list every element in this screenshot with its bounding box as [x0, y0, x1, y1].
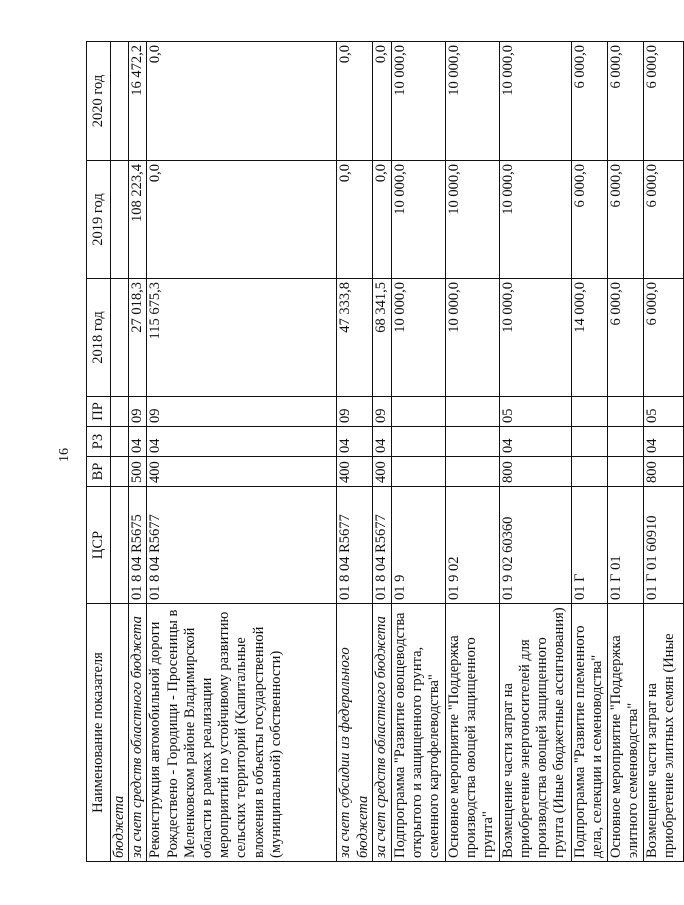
row-csr: 01 Г 01: [607, 487, 643, 604]
rotated-table-wrapper: [86, 42, 677, 862]
row-rz: [445, 427, 499, 457]
row-2019: 0,0: [147, 161, 337, 279]
row-2019: 108 223,4: [129, 161, 147, 279]
row-pr: 09: [147, 397, 337, 427]
header-csr: ЦСР: [87, 487, 111, 604]
header-2020: 2020 год: [87, 42, 111, 161]
row-2019: 6 000,0: [607, 161, 643, 279]
row-name: бюджета: [111, 604, 129, 862]
row-name: за счет средств областного бюджета: [129, 604, 147, 862]
row-2018: 47 333,8: [337, 279, 373, 397]
row-csr: 01 Г: [571, 487, 607, 604]
page-number: 16: [57, 448, 72, 462]
row-vr: [571, 457, 607, 487]
table-row: [129, 42, 147, 862]
row-vr: 800: [643, 457, 683, 487]
row-pr: [111, 397, 129, 427]
row-2020: 16 472,2: [129, 42, 147, 161]
header-pr: ПР: [87, 397, 111, 427]
header-name: Наименование показателя: [87, 604, 111, 862]
row-2019: 0,0: [337, 161, 373, 279]
row-rz: 04: [373, 427, 391, 457]
header-row: [87, 42, 111, 862]
row-name: Подпрограмма "Развитие племенного дела, селекции и семеноводства": [571, 604, 607, 862]
row-2018: 68 341,5: [373, 279, 391, 397]
row-pr: [571, 397, 607, 427]
table-body: [111, 42, 684, 862]
row-2018: 14 000,0: [571, 279, 607, 397]
row-2018: 10 000,0: [499, 279, 571, 397]
row-pr: 09: [337, 397, 373, 427]
row-rz: 04: [129, 427, 147, 457]
row-name: Реконструкция автомобильной дороги Рождествено - Городищи - Просеницы в Меленковском районе Владимирской области в рамках реализации мероприятий по устойчивому развитию сельских территорий (Капитальные вложения в объекты государственной (муниципальной) собственности): [147, 604, 337, 862]
row-vr: 400: [337, 457, 373, 487]
row-vr: [111, 457, 129, 487]
row-pr: 05: [643, 397, 683, 427]
row-2019: [111, 161, 129, 279]
row-csr: 01 9 02 60360: [499, 487, 571, 604]
table-row: [147, 42, 337, 862]
row-vr: [445, 457, 499, 487]
row-2020: 0,0: [337, 42, 373, 161]
row-rz: 04: [643, 427, 683, 457]
row-2019: 10 000,0: [445, 161, 499, 279]
table-row: [499, 42, 571, 862]
row-2020: [111, 42, 129, 161]
table-row: [111, 42, 129, 862]
row-pr: [607, 397, 643, 427]
row-vr: 500: [129, 457, 147, 487]
row-2018: 27 018,3: [129, 279, 147, 397]
row-pr: [391, 397, 445, 427]
row-csr: 01 Г 01 60910: [643, 487, 683, 604]
row-2018: 6 000,0: [643, 279, 683, 397]
row-csr: 01 8 04 R5675: [129, 487, 147, 604]
row-2018: 10 000,0: [391, 279, 445, 397]
row-2018: 10 000,0: [445, 279, 499, 397]
row-rz: 04: [499, 427, 571, 457]
row-csr: 01 8 04 R5677: [147, 487, 337, 604]
table-row: [445, 42, 499, 862]
row-name: Возмещение части затрат на приобретение элитных семян (Иные: [643, 604, 683, 862]
row-csr: 01 9 02: [445, 487, 499, 604]
header-2018: 2018 год: [87, 279, 111, 397]
row-2019: 0,0: [373, 161, 391, 279]
row-pr: 09: [373, 397, 391, 427]
row-vr: 400: [373, 457, 391, 487]
table-row: [643, 42, 683, 862]
row-2020: 6 000,0: [571, 42, 607, 161]
row-2020: 6 000,0: [643, 42, 683, 161]
header-rz: РЗ: [87, 427, 111, 457]
row-csr: 01 8 04 R5677: [337, 487, 373, 604]
row-2018: [111, 279, 129, 397]
row-csr: [111, 487, 129, 604]
row-name: Основное мероприятие "Поддержка производства овощей защищенного грунта": [445, 604, 499, 862]
row-vr: [391, 457, 445, 487]
row-name: Подпрограмма "Развитие овощеводства открытого и защищенного грунта, семенного картофелеводства": [391, 604, 445, 862]
row-2019: 6 000,0: [643, 161, 683, 279]
row-2020: 6 000,0: [607, 42, 643, 161]
row-2018: 6 000,0: [607, 279, 643, 397]
row-pr: 09: [129, 397, 147, 427]
row-name: за счет субсидии из федерального бюджета: [337, 604, 373, 862]
table-row: [571, 42, 607, 862]
row-2020: 10 000,0: [391, 42, 445, 161]
row-2020: 0,0: [147, 42, 337, 161]
row-rz: [607, 427, 643, 457]
budget-table: [86, 41, 684, 862]
row-rz: 04: [337, 427, 373, 457]
row-2020: 10 000,0: [445, 42, 499, 161]
row-2018: 115 675,3: [147, 279, 337, 397]
row-rz: 04: [147, 427, 337, 457]
row-pr: [445, 397, 499, 427]
row-2019: 10 000,0: [391, 161, 445, 279]
row-2020: 0,0: [373, 42, 391, 161]
row-pr: 05: [499, 397, 571, 427]
row-csr: 01 9: [391, 487, 445, 604]
row-csr: 01 8 04 R5677: [373, 487, 391, 604]
row-2019: 10 000,0: [499, 161, 571, 279]
row-vr: 400: [147, 457, 337, 487]
header-vr: ВР: [87, 457, 111, 487]
table-row: [373, 42, 391, 862]
table-row: [607, 42, 643, 862]
row-2020: 10 000,0: [499, 42, 571, 161]
row-name: Возмещение части затрат на приобретение энергоносителей для производства овощей защищенного грунта (Иные бюджетные ассигнования): [499, 604, 571, 862]
row-name: за счет средств областного бюджета: [373, 604, 391, 862]
table-row: [337, 42, 373, 862]
row-rz: [571, 427, 607, 457]
row-name: Основное мероприятие "Поддержка элитного семеноводства": [607, 604, 643, 862]
row-rz: [111, 427, 129, 457]
row-vr: 800: [499, 457, 571, 487]
table-row: [391, 42, 445, 862]
row-2019: 6 000,0: [571, 161, 607, 279]
row-rz: [391, 427, 445, 457]
header-2019: 2019 год: [87, 161, 111, 279]
row-vr: [607, 457, 643, 487]
